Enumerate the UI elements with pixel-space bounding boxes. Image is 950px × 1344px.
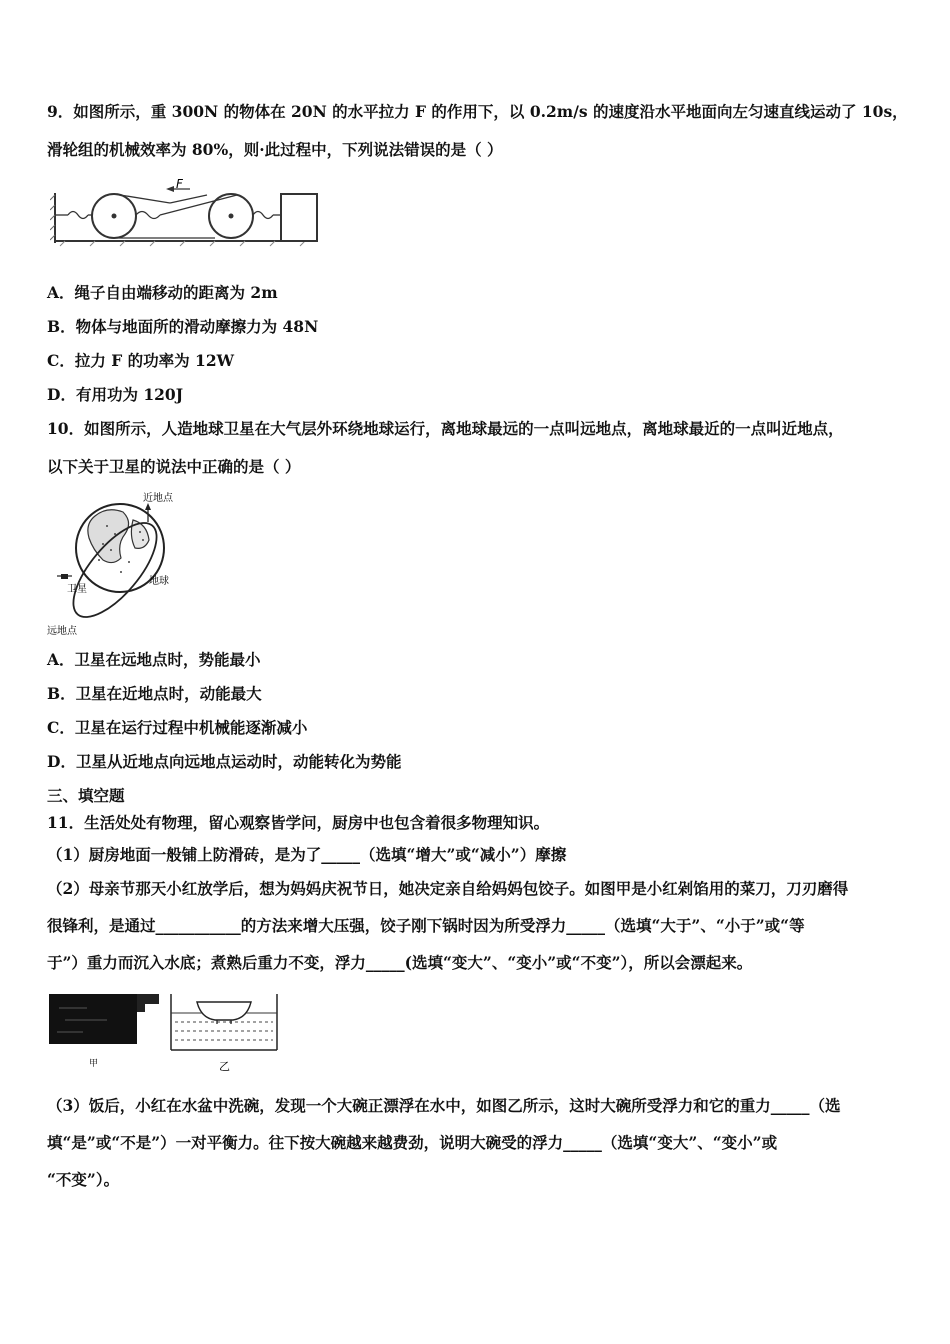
q9-option-d: D．有用功为 120J xyxy=(47,385,184,404)
q11-part3-line2: 填“是”或“不是”）一对平衡力。往下按大碗越来越费劲，说明大碗受的浮力_____（选填“变大”、“变小”或 xyxy=(47,1133,778,1152)
apogee-label: 远地点 xyxy=(47,626,77,637)
figure-jia-label: 甲 xyxy=(89,1059,99,1069)
perigee-label: 近地点 xyxy=(143,493,173,504)
force-label: F xyxy=(176,178,183,191)
q10-option-b: B．卫星在近地点时，动能最大 xyxy=(47,684,262,703)
knife-and-bowl-figure xyxy=(47,990,282,1072)
q10-stem-line2: 以下关于卫星的说法中正确的是（ ） xyxy=(47,457,301,476)
q9-option-c: C．拉力 F 的功率为 12W xyxy=(47,351,235,370)
q11-part2-line2: 很锋利，是通过___________的方法来增大压强，饺子刚下锅时因为所受浮力_____（选填“大于”、“小于”或“等 xyxy=(47,916,805,935)
figure-yi-label: 乙 xyxy=(219,1060,230,1072)
q10-option-d: D．卫星从近地点向远地点运动时，动能转化为势能 xyxy=(47,752,402,771)
q9-option-a: A．绳子自由端移动的距离为 2m xyxy=(47,283,278,302)
pulley-system-figure xyxy=(50,178,320,248)
q11-part2-line1: （2）母亲节那天小红放学后，想为妈妈庆祝节日，她决定亲自给妈妈包饺子。如图甲是小红剁馅用的菜刀，刀刃磨得 xyxy=(47,879,849,898)
q10-stem-line1: 10．如图所示，人造地球卫星在大气层外环绕地球运行，离地球最远的一点叫远地点，离地球最近的一点叫近地点， xyxy=(47,419,844,438)
satellite-orbit-figure xyxy=(45,488,195,638)
q11-part3-line1: （3）饭后，小红在水盆中洗碗，发现一个大碗正漂浮在水中，如图乙所示，这时大碗所受浮力和它的重力_____（选 xyxy=(47,1096,841,1115)
q11-stem: 11．生活处处有物理，留心观察皆学问，厨房中也包含着很多物理知识。 xyxy=(47,813,550,832)
satellite-label: 卫星 xyxy=(67,584,87,595)
q10-option-a: A．卫星在远地点时，势能最小 xyxy=(47,650,261,669)
q10-option-c: C．卫星在运行过程中机械能逐渐减小 xyxy=(47,718,308,737)
q11-part3-line3: “不变”）。 xyxy=(47,1170,120,1189)
q11-part2-line3: 于”）重力而沉入水底；煮熟后重力不变，浮力_____(选填“变大”、“变小”或“不变”），所以会漂起来。 xyxy=(47,953,753,972)
q9-stem-line1: 9．如图所示，重 300N 的物体在 20N 的水平拉力 F 的作用下，以 0.2m/s 的速度沿水平地面向左匀速直线运动了 10s， xyxy=(47,102,908,121)
q9-stem-line2: 滑轮组的机械效率为 80%，则·此过程中，下列说法错误的是（ ） xyxy=(47,140,503,159)
q9-option-b: B．物体与地面所的滑动摩擦力为 48N xyxy=(47,317,319,336)
section-title: 三、填空题 xyxy=(47,786,125,805)
q11-part1: （1）厨房地面一般铺上防滑砖，是为了_____（选填“增大”或“减小”）摩擦 xyxy=(47,845,567,864)
earth-label: 地球 xyxy=(149,576,169,587)
